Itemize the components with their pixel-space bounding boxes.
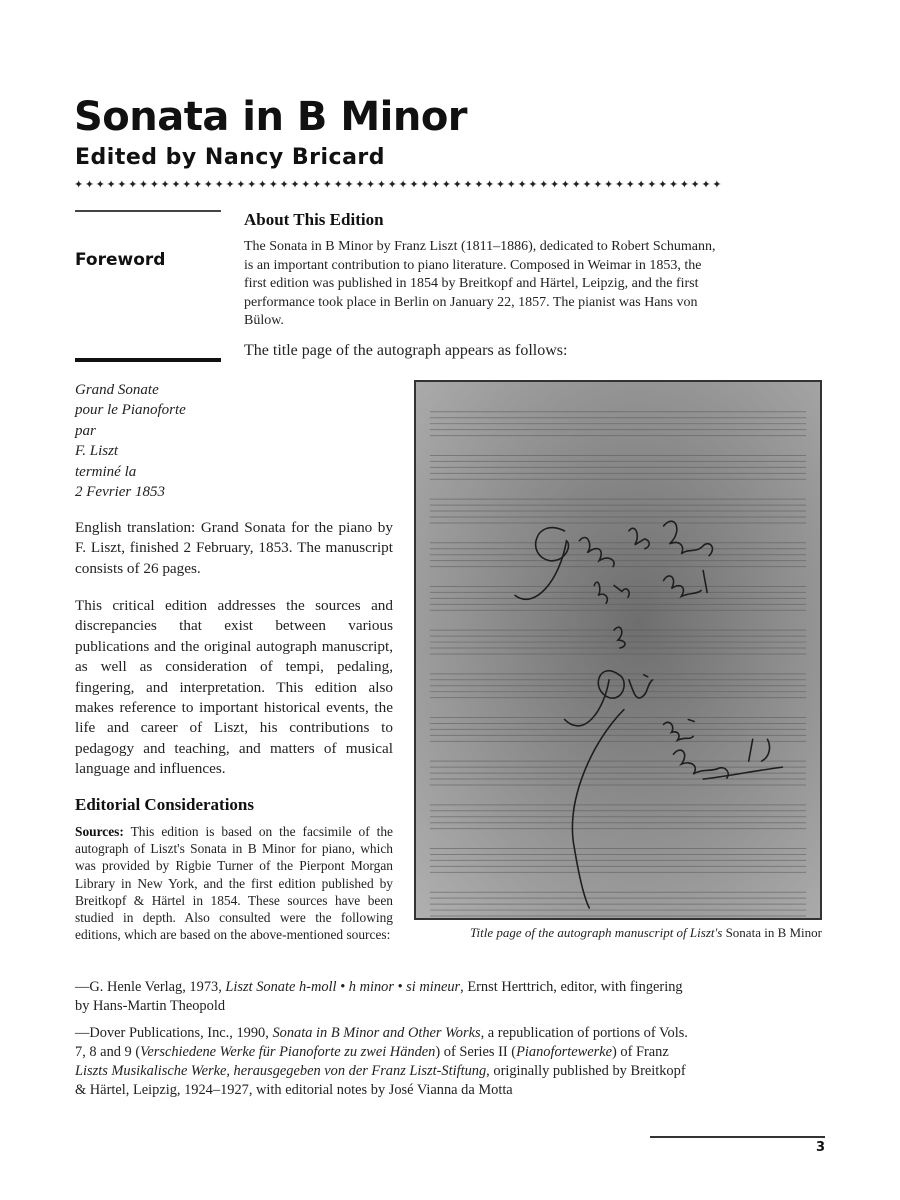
reference-suffix: , originally published by Breitkopf & Härtel, Leipzig, 1924–1927, with editorial notes by José Vianna da Motta xyxy=(75,1063,686,1098)
reference-text: ) of Series II ( xyxy=(435,1044,517,1060)
critical-edition-paragraph: This critical edition addresses the sources and discrepancies that exist between various publications and the original autograph manuscript, as well as consideration of tempi, pedaling, fingering, and interpretation. This edition also makes reference to important historical events, the life and career of Liszt, his contributions to pedagogy and teaching, and matters of musical language and influences. xyxy=(75,597,393,778)
translation-paragraph: English translation: Grand Sonata for the piano by F. Liszt, finished 2 February, 1853. The manuscript consists of 26 pages. xyxy=(75,519,393,577)
reference-henle xyxy=(75,978,695,1016)
editorial-heading: Editorial Considerations xyxy=(75,795,254,814)
reference-title: Liszts Musikalische Werke, herausgegeben von der Franz Liszt-Stiftung xyxy=(75,1063,487,1079)
sources-label: Sources: xyxy=(75,824,124,839)
reference-dover xyxy=(75,1024,695,1100)
reference-prefix: —Dover Publications, Inc., 1990, xyxy=(75,1025,273,1041)
figure-caption xyxy=(414,925,822,941)
sidebar-bottom-rule xyxy=(75,358,221,362)
about-paragraph: The Sonata in B Minor by Franz Liszt (1811–1886), dedicated to Robert Schumann, is an important contribution to piano literature. Composed in Weimar in 1853, the first edition was published in 1854 by Breitkopf and Härtel, Leipzig, and the first performance took place in Berlin on January 22, 1857. The pianist was Hans von Bülow. xyxy=(244,239,716,329)
reference-title: Verschiedene Werke für Pianoforte zu zwei Händen xyxy=(140,1044,436,1060)
title-page-intro: The title page of the autograph appears as follows: xyxy=(244,342,568,359)
reference-title: Sonata in B Minor and Other Works xyxy=(272,1025,481,1041)
page-number: 3 xyxy=(815,1140,825,1155)
caption-roman: Sonata in B Minor xyxy=(722,925,822,940)
caption-italic: Title page of the autograph manuscript of Liszt's xyxy=(470,925,723,940)
handwriting-strokes xyxy=(515,521,782,908)
autograph-title-text xyxy=(75,380,265,502)
autograph-line: 2 Fevrier 1853 xyxy=(75,484,165,501)
reference-prefix: —G. Henle Verlag, 1973, xyxy=(75,979,226,995)
reference-text: , a republication of portions of Vols. 7, 8 and 9 ( xyxy=(75,1025,688,1060)
about-heading: About This Edition xyxy=(244,210,384,229)
autograph-line: terminé la xyxy=(75,463,137,480)
autograph-line: par xyxy=(75,422,96,439)
manuscript-drawing xyxy=(416,382,820,918)
staff-lines xyxy=(430,412,806,916)
reference-title: Liszt Sonate h-moll • h minor • si mineur xyxy=(225,979,461,995)
autograph-line: F. Liszt xyxy=(75,443,119,460)
footer-rule xyxy=(650,1136,825,1138)
autograph-line: pour le Pianoforte xyxy=(75,402,186,419)
reference-suffix: , Ernst Herttrich, editor, with fingering by Hans-Martin Theopold xyxy=(75,979,683,1014)
reference-title: Pianofortewerke xyxy=(516,1044,613,1060)
sidebar-top-rule xyxy=(75,210,221,212)
page-title: Sonata in B Minor xyxy=(74,94,468,140)
ornament-divider: ✦✦✦✦✦✦✦✦✦✦✦✦✦✦✦✦✦✦✦✦✦✦✦✦✦✦✦✦✦✦✦✦✦✦✦✦✦✦✦✦✦✦✦✦✦✦✦✦✦✦✦✦✦✦✦✦✦✦✦✦ xyxy=(74,178,724,191)
manuscript-facsimile-image xyxy=(414,380,822,920)
autograph-line: Grand Sonate xyxy=(75,382,159,398)
reference-text: ) of Franz xyxy=(612,1044,669,1060)
sources-text: This edition is based on the facsimile of the autograph of Liszt's Sonata in B Minor for piano, which was provided by Rigbie Turner of the Pierpont Morgan Library in New York, and the first edition published by Breitkopf & Härtel in 1854. These sources have been studied in depth. Also consulted were the following editions, which are based on the above-mentioned sources: xyxy=(75,824,393,943)
section-label-foreword: Foreword xyxy=(75,250,166,270)
page-subtitle: Edited by Nancy Bricard xyxy=(75,145,386,170)
sources-paragraph xyxy=(75,823,393,943)
